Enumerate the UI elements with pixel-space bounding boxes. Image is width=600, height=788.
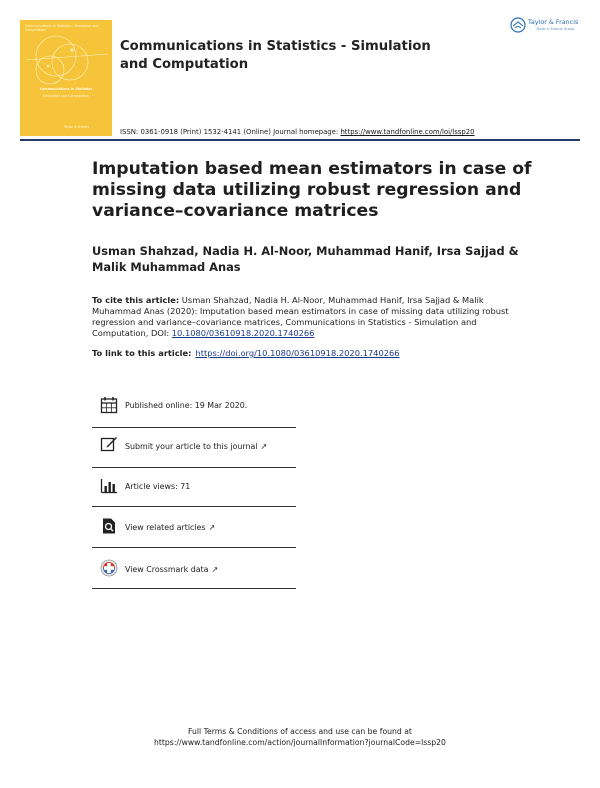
- publisher-logo-icon: [510, 17, 526, 33]
- cover-subtitle: Simulation and Computation: [43, 94, 89, 98]
- article-link[interactable]: https://doi.org/10.1080/03610918.2020.1740266: [195, 348, 400, 358]
- article-title: Imputation based mean estimators in case of missing data utilizing robust regression and variance–covariance matrices: [92, 159, 532, 221]
- cover-art: [20, 20, 112, 136]
- issn-text: ISSN: 0361-0918 (Print) 1532-4141 (Online) Journal homepage:: [120, 128, 341, 136]
- footer-terms-text: Full Terms & Conditions of access and use can be found at: [188, 727, 412, 736]
- author-list: Usman Shahzad, Nadia H. Al-Noor, Muhammad Hanif, Irsa Sajjad & Malik Muhammad Anas: [92, 244, 519, 274]
- issn-line: [120, 128, 475, 136]
- journal-title: Communications in Statistics - Simulation and Computation: [120, 39, 431, 72]
- citation-text: Usman Shahzad, Nadia H. Al-Noor, Muhammad Hanif, Irsa Sajjad & Malik Muhammad Anas (2020): Imputation based mean estimators in case of missing data utilizing robust regression and variance–covariance matrices, Communications in Statistics - Simulation and Computation, DOI:: [92, 295, 509, 338]
- cover-publisher: Taylor & Francis: [64, 125, 90, 129]
- edit-icon: [100, 435, 118, 453]
- cover-top-text: Communications in Statistics - Simulation and Computation: [25, 24, 99, 32]
- article-link-label: To link to this article:: [92, 348, 192, 358]
- external-link-icon: ↗: [260, 442, 268, 451]
- journal-homepage-link[interactable]: https://www.tandfonline.com/loi/lssp20: [340, 128, 475, 136]
- citation-block: [92, 295, 522, 339]
- article-link-line: [92, 348, 400, 358]
- publisher-logo-name: Taylor & Francis: [528, 18, 579, 26]
- footer: [0, 726, 600, 748]
- citation-label: To cite this article:: [92, 295, 180, 305]
- published-date: Published online: 19 Mar 2020.: [125, 401, 248, 410]
- bar-chart-icon: [100, 477, 118, 495]
- doi-link[interactable]: 10.1080/03610918.2020.1740266: [171, 327, 315, 338]
- cover-title: Communications in Statistics: [39, 87, 93, 91]
- submit-article-link[interactable]: [125, 442, 267, 451]
- publisher-logo-tagline: Taylor & Francis Group: [536, 27, 575, 31]
- row-divider: [92, 427, 296, 428]
- crossmark-label: View Crossmark data: [125, 565, 209, 574]
- crossmark-link[interactable]: [125, 565, 218, 574]
- related-articles-label: View related articles: [125, 523, 206, 532]
- related-articles-icon: [100, 517, 118, 535]
- article-views: Article views: 71: [125, 482, 191, 491]
- publisher-logo[interactable]: [510, 17, 588, 37]
- submit-article-label: Submit your article to this journal: [125, 442, 258, 451]
- journal-cover: [20, 20, 112, 136]
- row-divider: [92, 467, 296, 468]
- related-articles-link[interactable]: [125, 523, 215, 532]
- row-divider: [92, 506, 296, 507]
- header-divider: [20, 139, 580, 141]
- external-link-icon: ↗: [208, 523, 216, 532]
- external-link-icon: ↗: [211, 565, 219, 574]
- row-divider: [92, 588, 296, 589]
- footer-terms-link[interactable]: https://www.tandfonline.com/action/journalInformation?journalCode=lssp20: [154, 738, 446, 747]
- row-divider: [92, 547, 296, 548]
- crossmark-icon: [100, 559, 118, 577]
- calendar-icon: [100, 396, 118, 414]
